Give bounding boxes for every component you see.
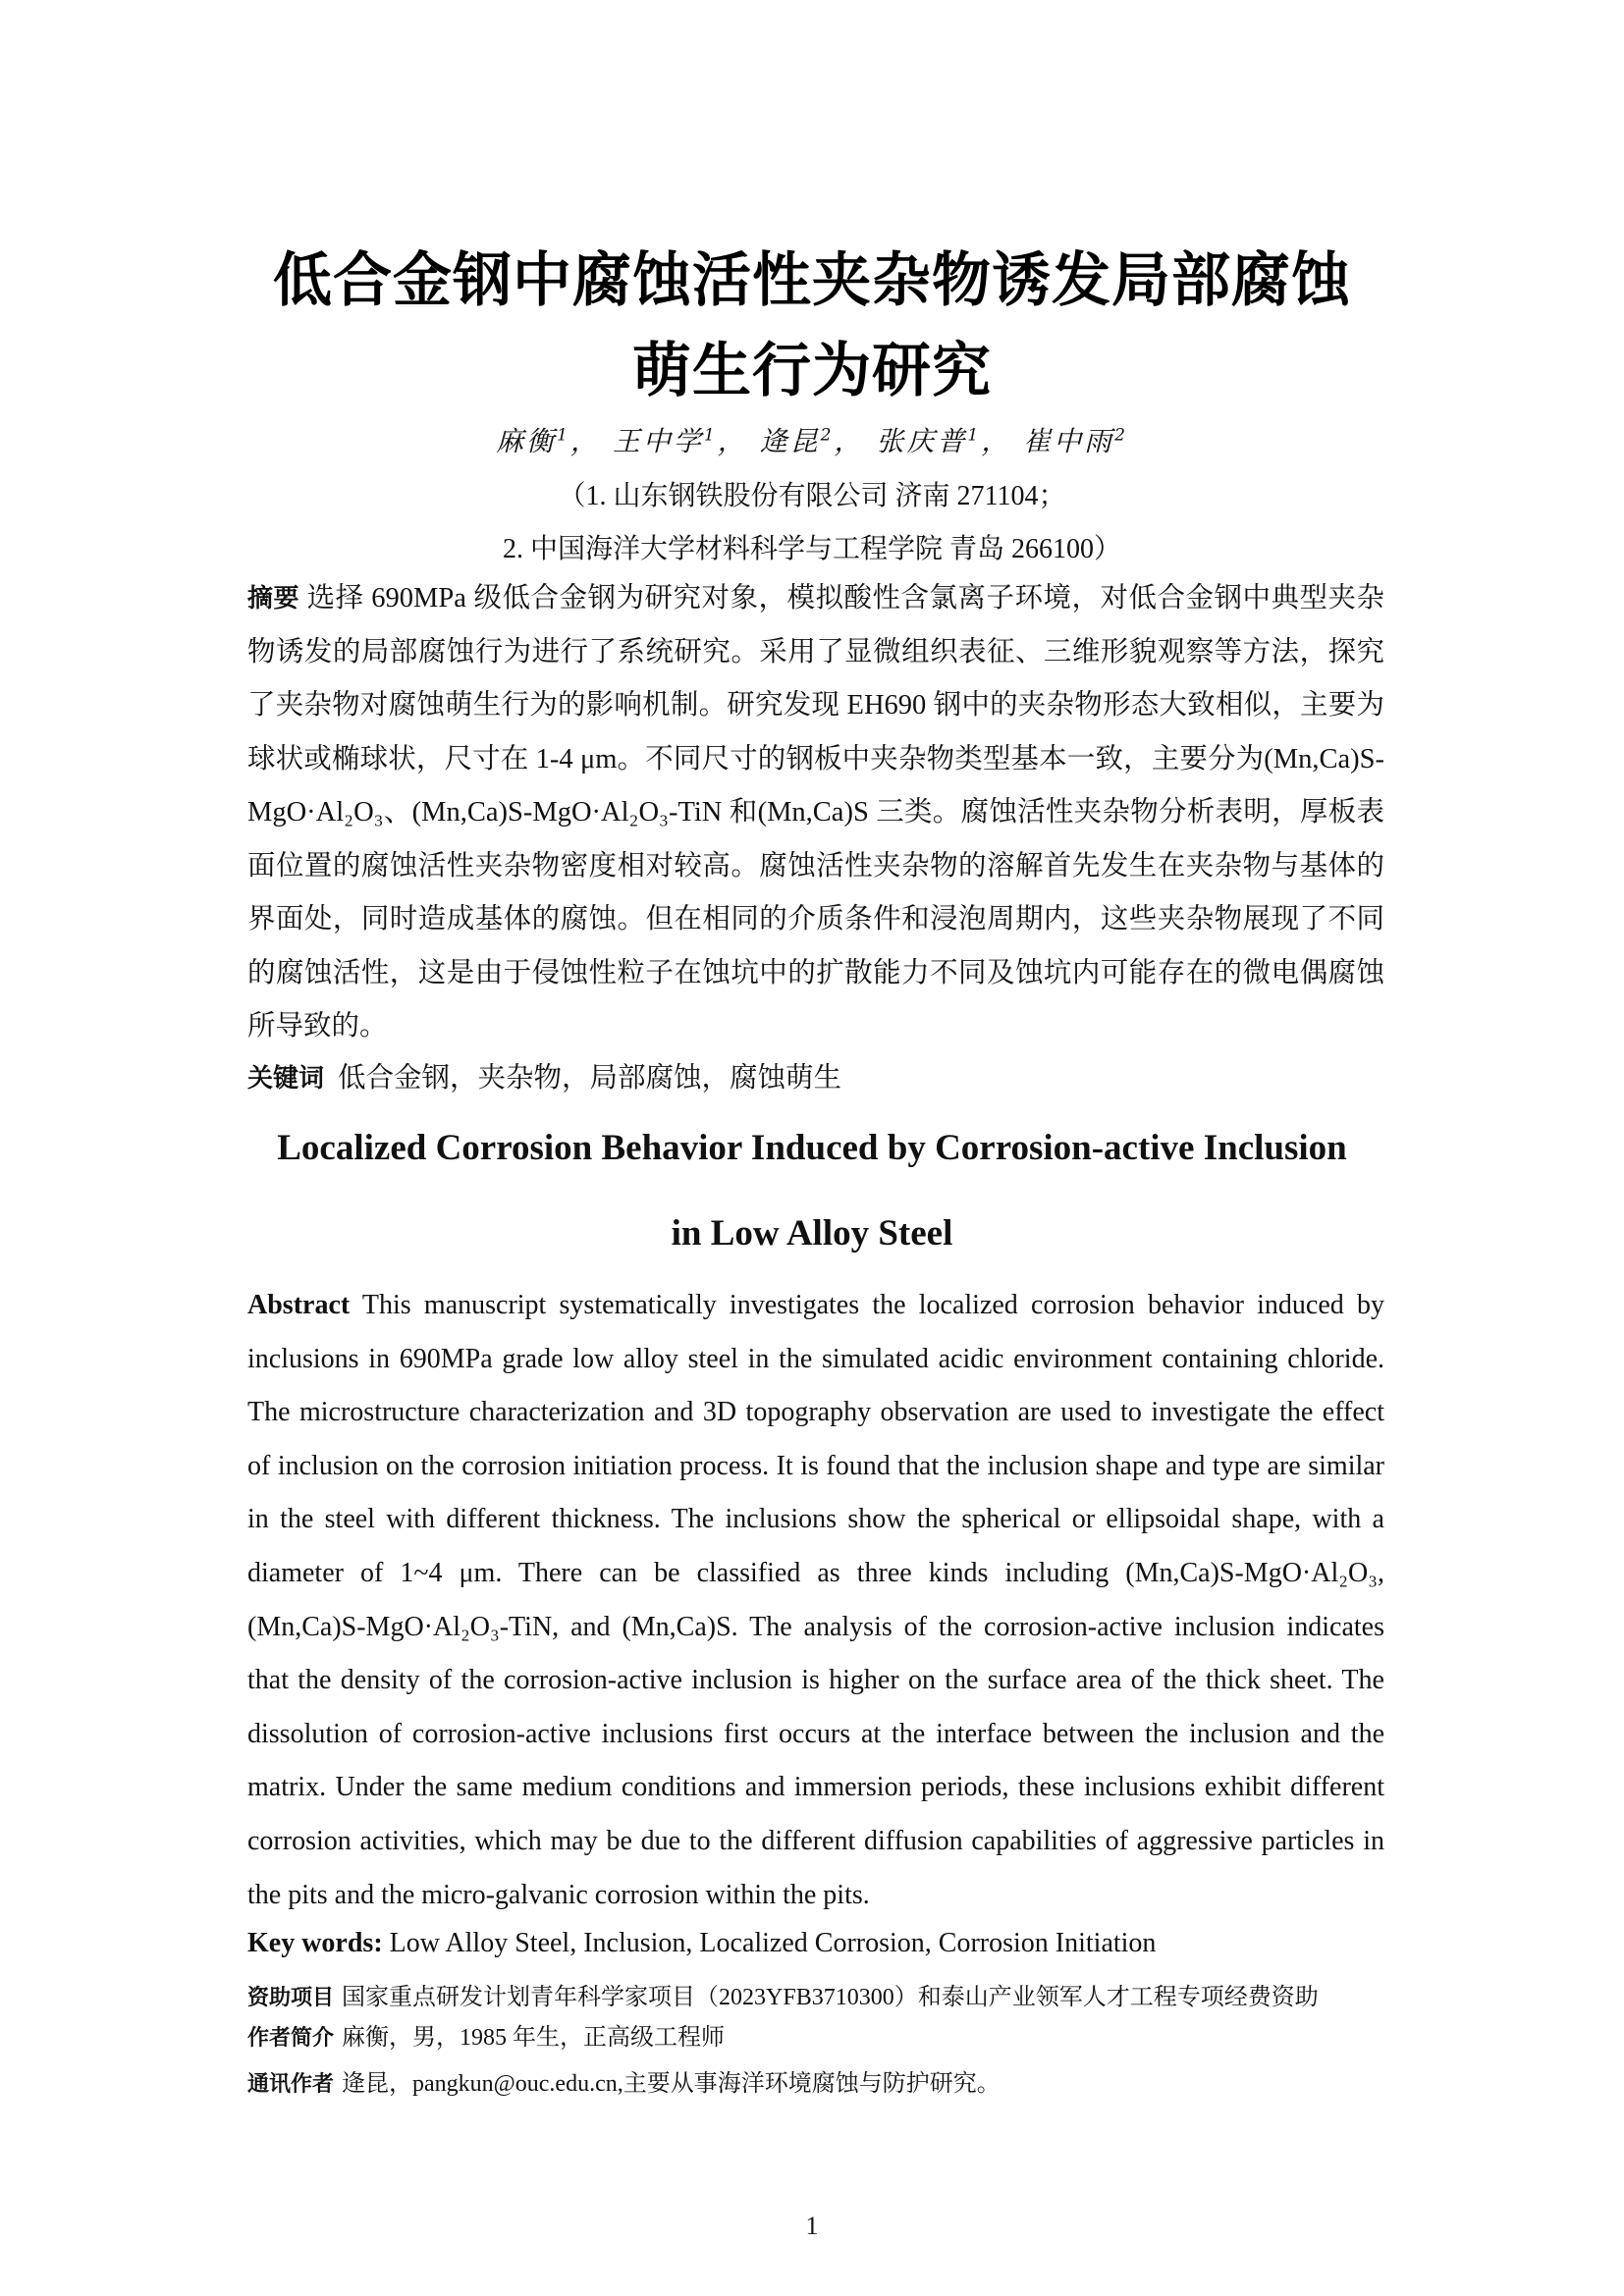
author-affiliation-mark: 1 bbox=[967, 425, 982, 446]
footnote-author-bio-label: 作者简介 bbox=[247, 2026, 335, 2051]
title-en-line-1: Localized Corrosion Behavior Induced by Corrosion-active Inclusion bbox=[277, 1128, 1347, 1168]
keywords-en-text: Low Alloy Steel, Inclusion, Localized Corrosion, Corrosion Initiation bbox=[389, 1928, 1157, 1958]
abstract-cn-label: 摘要 bbox=[247, 584, 300, 614]
page-number: 1 bbox=[805, 2212, 819, 2240]
author-separator: ， bbox=[569, 425, 601, 457]
author-name: 逄昆 bbox=[759, 425, 821, 457]
author-name: 崔中雨 bbox=[1023, 425, 1115, 457]
author-name: 张庆普 bbox=[876, 425, 968, 457]
title-cn-line-1: 低合金钢中腐蚀活性夹杂物诱发局部腐蚀 bbox=[273, 246, 1351, 315]
footnote-corresponding-text: 逄昆，pangkun@ouc.edu.cn,主要从事海洋环境腐蚀与防护研究。 bbox=[342, 2071, 1001, 2097]
title-en-line-2: in Low Alloy Steel bbox=[671, 1213, 953, 1254]
author-separator: ， bbox=[981, 425, 1012, 457]
footnote-funding-text: 国家重点研发计划青年科学家项目（2023YFB3710300）和泰山产业领军人才工程专项经费资助 bbox=[342, 1985, 1319, 2010]
abstract-cn bbox=[247, 572, 1384, 1054]
footnote-corresponding-label: 通讯作者 bbox=[247, 2072, 335, 2097]
author-affiliation-mark: 1 bbox=[557, 425, 570, 446]
affiliation-line-1: （1. 山东钢铁股份有限公司 济南 271104； bbox=[558, 481, 1066, 511]
title-cn-line-2: 萌生行为研究 bbox=[632, 337, 992, 405]
author-affiliation-mark: 2 bbox=[820, 425, 835, 446]
author-affiliation-mark: 2 bbox=[1114, 425, 1128, 446]
author-separator: ， bbox=[717, 425, 748, 457]
footnote-corresponding bbox=[247, 2065, 1406, 2104]
keywords-en bbox=[247, 1924, 1384, 1963]
abstract-en bbox=[247, 1279, 1384, 1922]
keywords-cn-label: 关键词 bbox=[247, 1064, 325, 1094]
keywords-cn-text: 低合金钢，夹杂物，局部腐蚀，腐蚀萌生 bbox=[338, 1063, 842, 1094]
keywords-cn bbox=[247, 1052, 1384, 1105]
author-separator: ， bbox=[834, 425, 865, 457]
abstract-en-text: This manuscript systematically investigates the localized corrosion behavior induced by inclusions in 690MPa grade low alloy steel in the simulated acidic environment containing chloride. The microstructure characterization and 3D topography observation are used to investigate the effect of inclusion on the corrosion initiation process. It is found that the inclusion shape and type are similar in the steel with different thickness. The inclusions show the spherical or ellipsoidal shape, with a diameter of 1~4 μm. There can be classified as three kinds including (Mn,Ca)S-MgO·Al₂O₃, (Mn,Ca)S-MgO·Al₂O₃-TiN, and (Mn,Ca)S. The analysis of the corrosion-active inclusion indicates that the density of the corrosion-active inclusion is higher on the surface area of the thick sheet. The dissolution of corrosion-active inclusions first occurs at the interface between the inclusion and the matrix. Under the same medium conditions and immersion periods, these inclusions exhibit different corrosion activities, which may be due to the different diffusion capabilities of aggressive particles in the pits and the micro-galvanic corrosion within the pits. bbox=[247, 1290, 1385, 1910]
abstract-cn-text: 选择 690MPa 级低合金钢为研究对象，模拟酸性含氯离子环境，对低合金钢中典型夹杂物诱发的局部腐蚀行为进行了系统研究。采用了显微组织表征、三维形貌观察等方法，探究了夹杂物对腐蚀萌生行为的影响机制。研究发现 EH690 钢中的夹杂物形态大致相似，主要为球状或椭球状，尺寸在 1-4 μm。不同尺寸的钢板中夹杂物类型基本一致，主要分为(Mn,Ca)S-MgO·Al₂O₃、(Mn,Ca)S-MgO·Al₂O₃-TiN 和(Mn,Ca)S 三类。腐蚀活性夹杂物分析表明，厚板表面位置的腐蚀活性夹杂物密度相对较高。腐蚀活性夹杂物的溶解首先发生在夹杂物与基体的界面处，同时造成基体的腐蚀。但在相同的介质条件和浸泡周期内，这些夹杂物展现了不同的腐蚀活性，这是由于侵蚀性粒子在蚀坑中的扩散能力不同及蚀坑内可能存在的微电偶腐蚀所导致的。 bbox=[247, 583, 1385, 1041]
footnote-author-bio bbox=[247, 2019, 1406, 2057]
affiliation-line-2: 2. 中国海洋大学材料科学与工程学院 青岛 266100） bbox=[502, 534, 1121, 564]
author-name: 王中学 bbox=[612, 425, 704, 457]
keywords-en-label: Key words: bbox=[247, 1928, 383, 1958]
author-list bbox=[0, 420, 1624, 459]
footnote-funding-label: 资助项目 bbox=[247, 1986, 335, 2010]
author-name: 麻衡 bbox=[496, 425, 558, 457]
footnote-author-bio-text: 麻衡，男，1985 年生，正高级工程师 bbox=[342, 2025, 726, 2051]
footnote-funding bbox=[247, 1979, 1406, 2017]
author-affiliation-mark: 1 bbox=[703, 425, 718, 446]
abstract-en-label: Abstract bbox=[247, 1290, 351, 1320]
